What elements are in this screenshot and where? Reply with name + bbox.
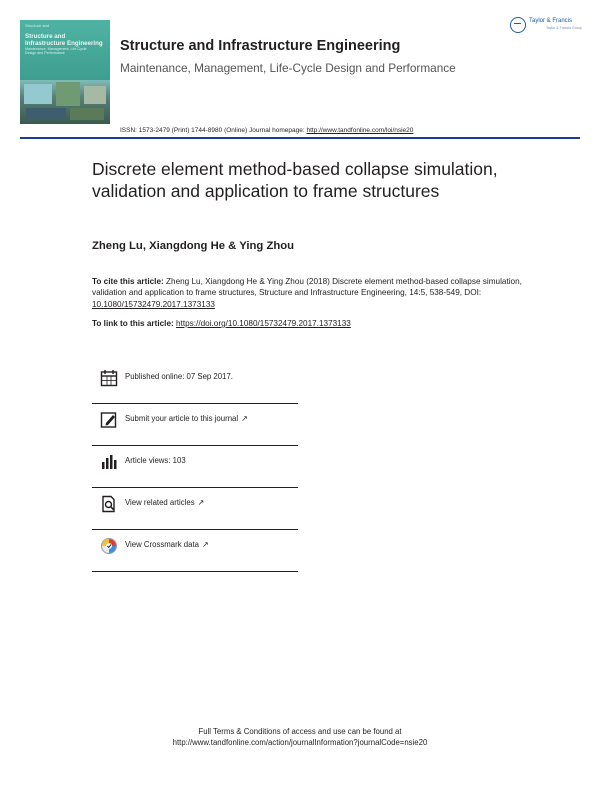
cover-photo-tile (70, 108, 104, 120)
citation-block (92, 276, 522, 310)
calendar-icon (100, 369, 118, 387)
issn-line (120, 127, 413, 134)
article-authors: Zheng Lu, Xiangdong He & Ying Zhou (92, 240, 295, 252)
footer-terms-link[interactable]: http://www.tandfonline.com/action/journalInformation?journalCode=nsie20 (172, 738, 428, 747)
journal-homepage-link[interactable]: http://www.tandfonline.com/loi/nsie20 (306, 127, 414, 134)
submit-article-row[interactable] (92, 404, 298, 446)
search-document-icon (100, 495, 118, 513)
crossmark-row[interactable] (92, 530, 298, 572)
issn-text: ISSN: 1573-2479 (Print) 1744-8980 (Online) Journal homepage: (120, 127, 307, 134)
article-views-text: Article views: 103 (125, 456, 186, 465)
cover-photo-tile (24, 84, 52, 104)
external-link-icon: ↗︎ (201, 540, 209, 549)
article-views-row (92, 446, 298, 488)
crossmark-icon (100, 537, 118, 555)
cover-journal-title: Structure and Infrastructure Engineering (25, 33, 103, 47)
cover-subtitle: Maintenance, Management, Life-Cycle Design and Performance (25, 47, 87, 55)
submit-article-link[interactable]: Submit your article to this journal (125, 414, 239, 423)
related-articles-row[interactable] (92, 488, 298, 530)
crossmark-link[interactable]: View Crossmark data (125, 540, 199, 549)
doi-link[interactable]: 10.1080/15732479.2017.1373133 (92, 299, 215, 309)
published-online-row (92, 362, 298, 404)
cover-photo-tile (26, 108, 66, 120)
logo-name: Taylor & Francis (529, 18, 573, 24)
cite-label: To cite this article: (92, 277, 164, 286)
edit-icon (100, 411, 118, 429)
external-link-icon: ↗︎ (241, 414, 248, 423)
link-to-article (92, 319, 351, 328)
footer-terms-text: Full Terms & Conditions of access and use can be found at (198, 727, 402, 736)
link-label: To link to this article: (92, 319, 177, 328)
logo-sub: Taylor & Francis Group (546, 26, 582, 30)
published-online-text: Published online: 07 Sep 2017. (125, 372, 233, 381)
cover-photo-tile (84, 86, 106, 104)
cover-photo-tile (56, 82, 80, 106)
bar-chart-icon (100, 453, 118, 471)
journal-cover-image (20, 20, 110, 124)
cite-text: Zheng Lu, Xiangdong He & Ying Zhou (2018) Discrete element method-based collapse simulation, validation and application to frame structures, Structure and Infrastructure Engineering, 14:5, 538-549, DOI: (92, 277, 522, 298)
header-rule (20, 137, 580, 139)
article-title: Discrete element method-based collapse simulation, validation and application to frame structures (92, 159, 498, 201)
related-articles-link[interactable]: View related articles (125, 498, 195, 507)
publisher-logo[interactable] (510, 16, 585, 38)
article-info-list (92, 362, 298, 572)
cover-small-text: Structure and (25, 23, 50, 28)
logo-icon (510, 17, 526, 33)
external-link-icon: ↗︎ (197, 498, 205, 507)
journal-title: Structure and Infrastructure Engineering (120, 38, 401, 54)
article-url-link[interactable]: https://doi.org/10.1080/15732479.2017.1373133 (176, 319, 351, 328)
journal-subtitle: Maintenance, Management, Life-Cycle Design and Performance (120, 61, 456, 75)
